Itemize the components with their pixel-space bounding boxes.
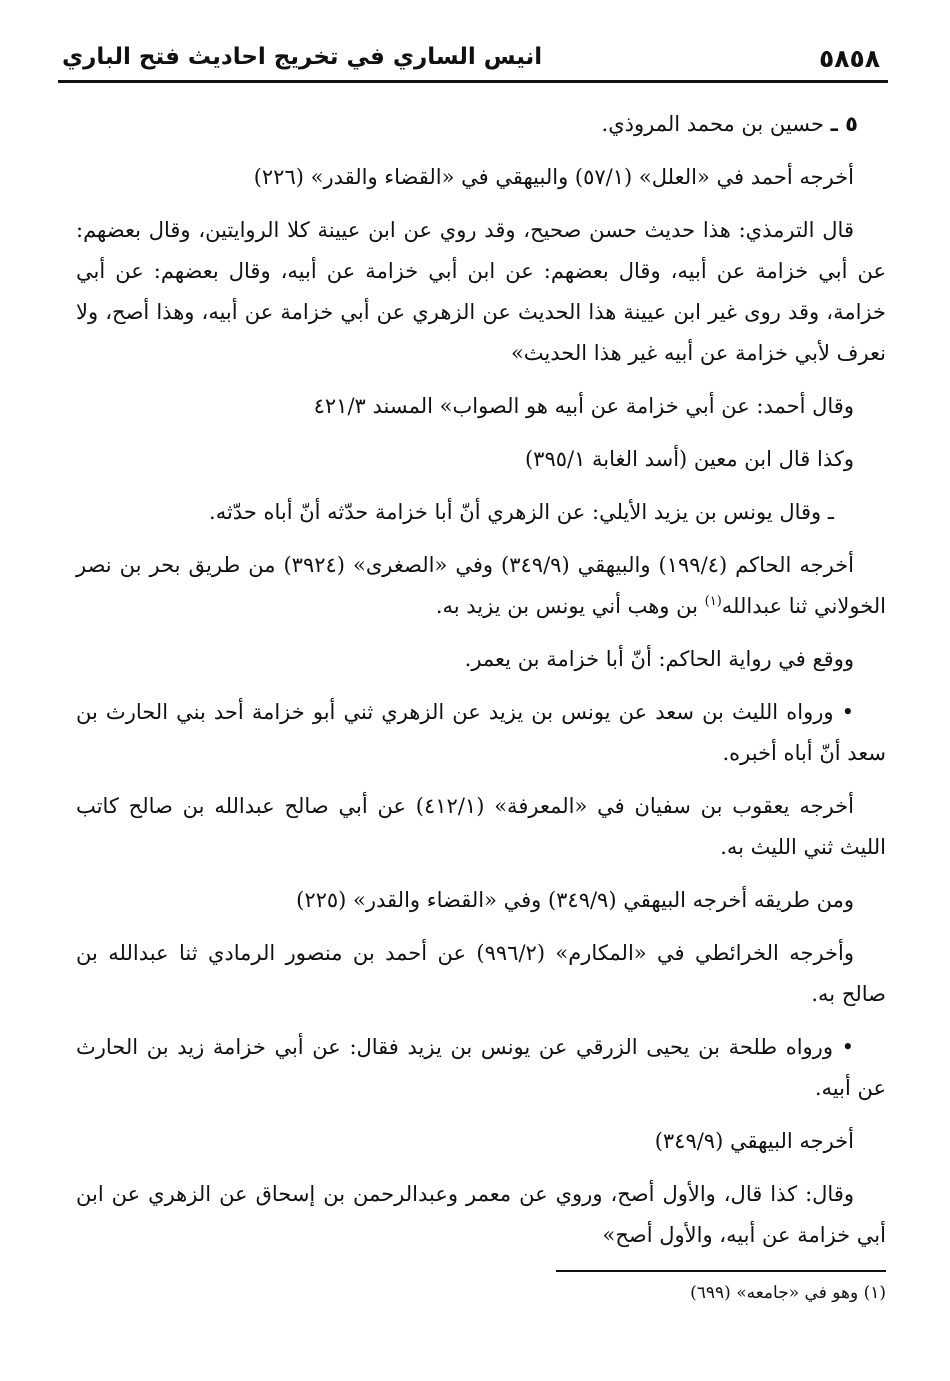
- footnote: (١) وهو في «جامعه» (٦٩٩): [690, 1283, 886, 1303]
- footnote-divider: [556, 1270, 886, 1272]
- paragraph-10: ومن طريقه أخرجه البيهقي (٣٤٩/٩) وفي «القضاء والقدر» (٢٢٥): [296, 888, 854, 912]
- paragraph-1: أخرجه أحمد في «العلل» (٥٧/١) والبيهقي في «القضاء والقدر» (٢٢٦): [253, 165, 854, 189]
- paragraph-6: [76, 545, 886, 627]
- paragraph-13: أخرجه البيهقي (٣٤٩/٩): [654, 1129, 854, 1153]
- page-header: [58, 40, 888, 83]
- paragraph-6-part-b: بن وهب أني يونس بن يزيد به.: [435, 594, 705, 618]
- paragraph-12: • ورواه طلحة بن يحيى الزرقي عن يونس بن يزيد فقال: عن أبي خزامة زيد بن الحارث عن أبيه.: [76, 1035, 886, 1100]
- paragraph-9: أخرجه يعقوب بن سفيان في «المعرفة» (٤١٢/١) عن أبي صالح عبدالله بن صالح كاتب الليث ثني الليث به.: [76, 794, 886, 859]
- paragraph-6-part-a: أخرجه الحاكم (١٩٩/٤) والبيهقي (٣٤٩/٩) وفي «الصغرى» (٣٩٢٤) من طريق بحر بن نصر الخولاني ثنا عبدالله: [76, 553, 886, 618]
- main-text: [76, 104, 886, 1268]
- running-title: انيس الساري في تخريج احاديث فتح الباري: [62, 44, 543, 70]
- paragraph-7: ووقع في رواية الحاكم: أنّ أبا خزامة بن يعمر.: [464, 647, 854, 671]
- entry-heading: [76, 104, 858, 145]
- paragraph-8: • ورواه الليث بن سعد عن يونس بن يزيد عن الزهري ثني أبو خزامة أحد بني الحارث بن سعد أنّ أباه أخبره.: [76, 700, 886, 765]
- paragraph-5: ـ وقال يونس بن يزيد الأيلي: عن الزهري أنّ أبا خزامة حدّثه أنّ أباه حدّثه.: [209, 500, 834, 524]
- page-number: ٥٨٥٨: [818, 44, 880, 73]
- paragraph-14: وقال: كذا قال، والأول أصح، وروي عن معمر وعبدالرحمن بن إسحاق عن الزهري عن ابن أبي خزامة عن أبيه، والأول أصح»: [76, 1182, 886, 1247]
- paragraph-2: قال الترمذي: هذا حديث حسن صحيح، وقد روي عن ابن عيينة كلا الروايتين، وقال بعضهم: عن أبي خزامة عن أبيه، وقال بعضهم: عن ابن أبي خزامة عن أبيه، وقال بعضهم: عن أبي خزامة، وقد روى غير ابن عيينة هذا الحديث عن الزهري عن أبي خزامة عن أبيه، وهذا أصح، ولا نعرف لأبي خزامة عن أبيه غير هذا الحديث»: [76, 218, 886, 365]
- paragraph-3: وقال أحمد: عن أبي خزامة عن أبيه هو الصواب» المسند ٤٢١/٣: [313, 394, 854, 418]
- footnote-marker: (١): [704, 594, 722, 609]
- paragraph-4: وكذا قال ابن معين (أسد الغابة ٣٩٥/١): [524, 447, 854, 471]
- paragraph-11: وأخرجه الخرائطي في «المكارم» (٩٩٦/٢) عن أحمد بن منصور الرمادي ثنا عبدالله بن صالح به.: [76, 941, 886, 1006]
- entry-number: ٥ ـ: [830, 112, 858, 136]
- entry-heading-text: حسين بن محمد المروذي.: [601, 112, 824, 136]
